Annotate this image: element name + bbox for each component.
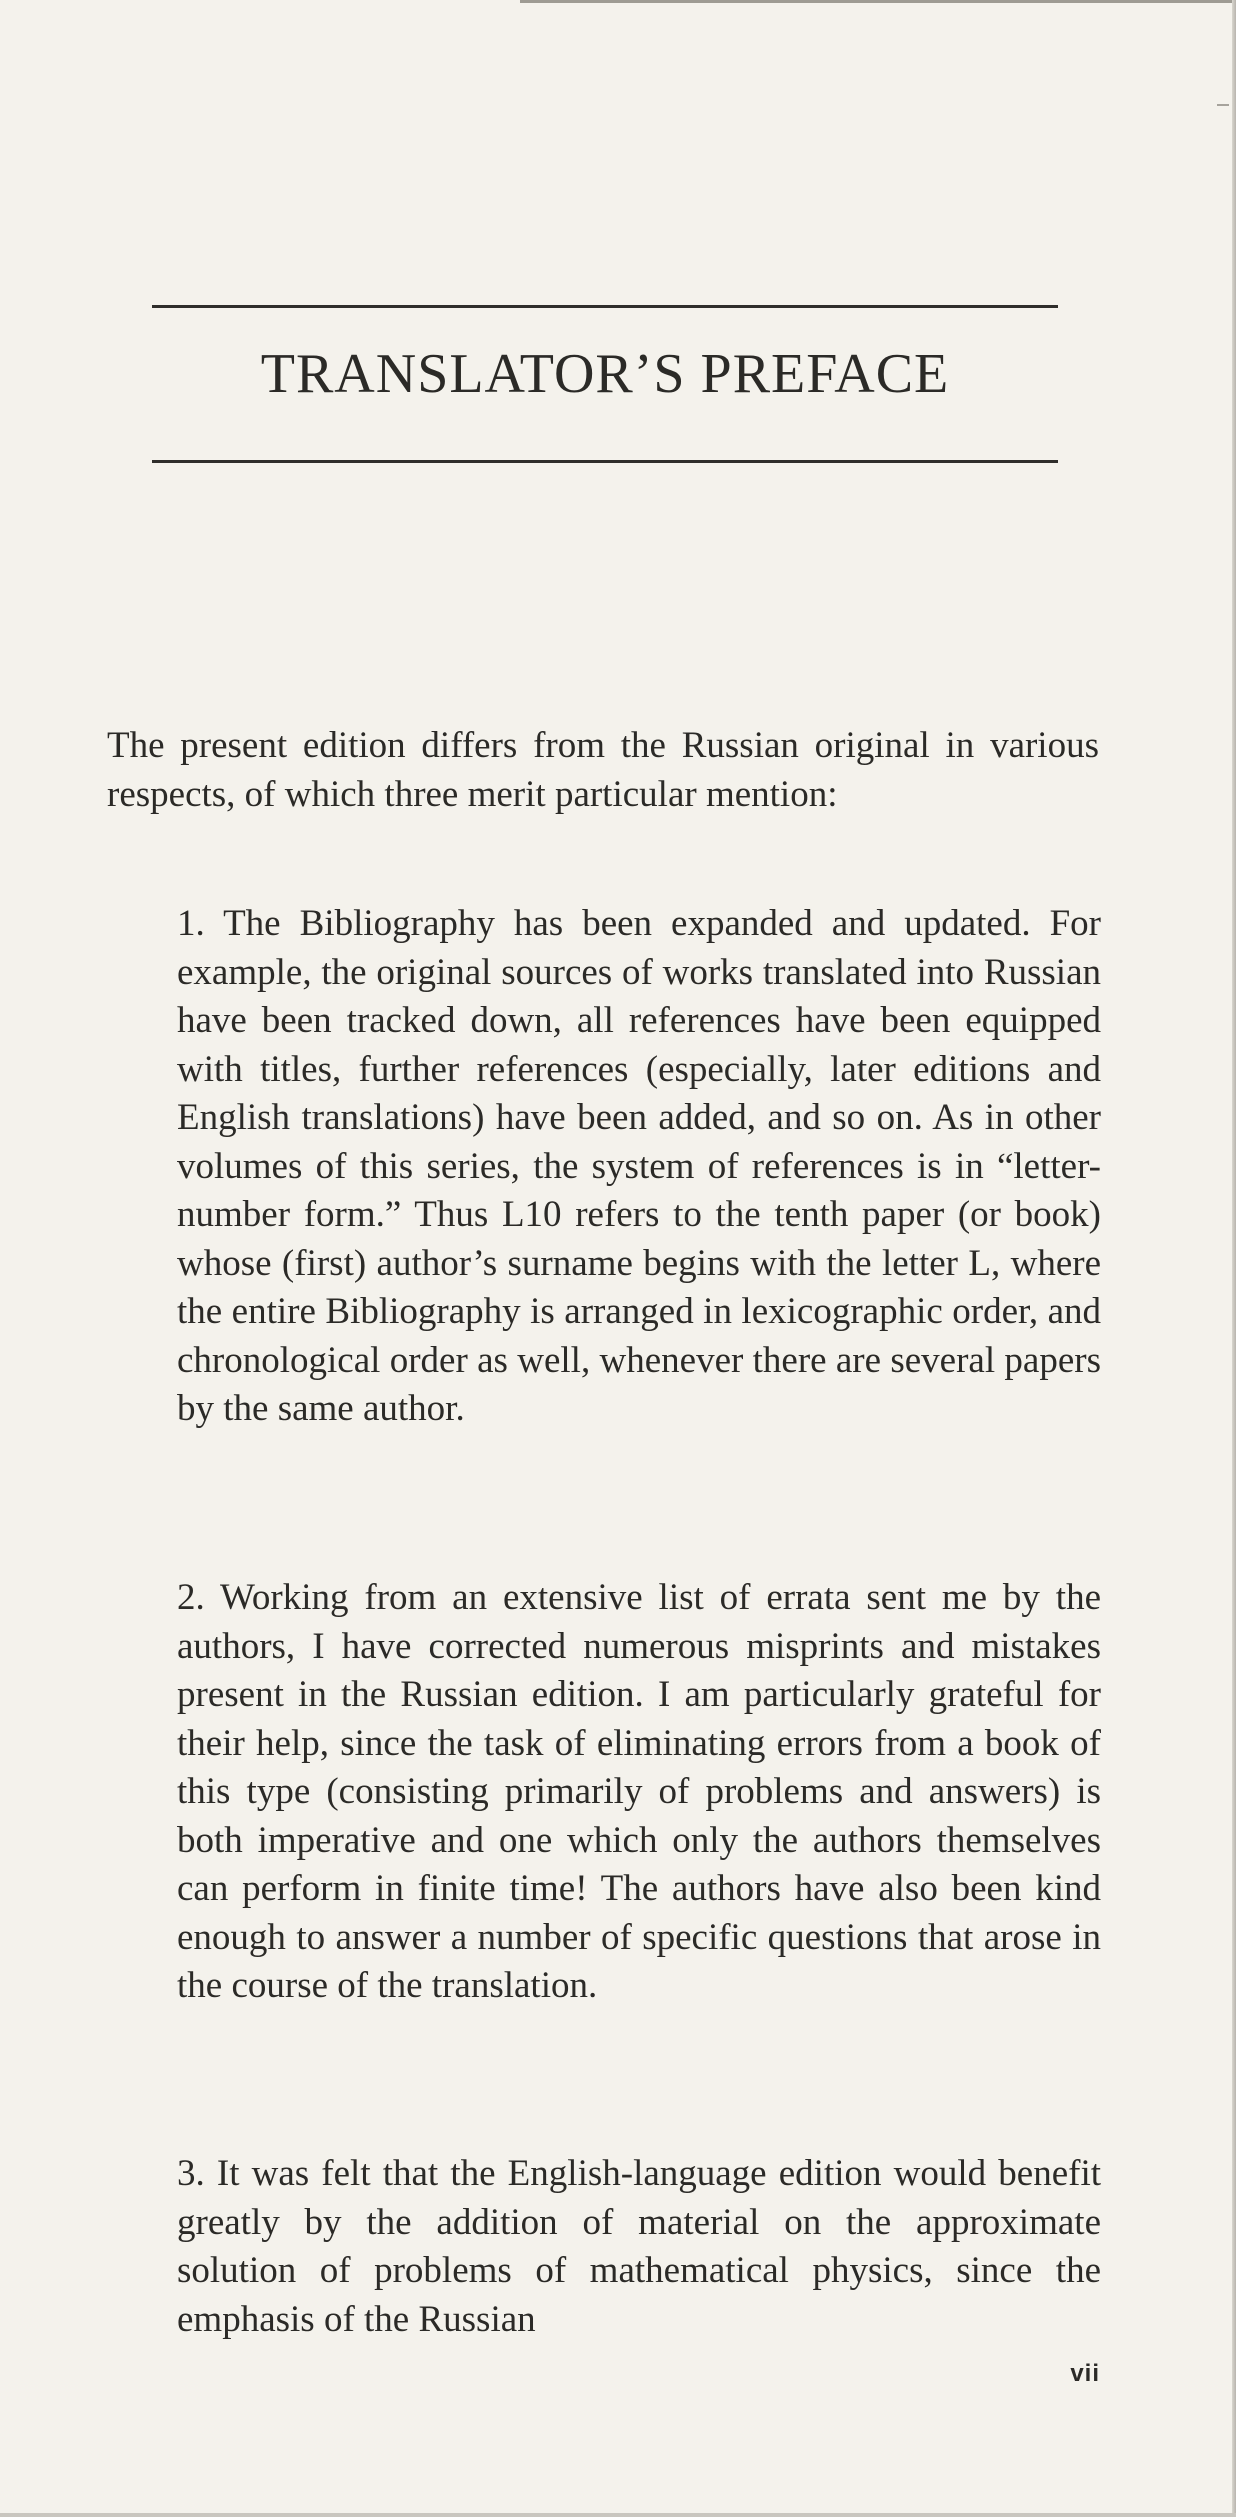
- scan-edge-top: [520, 0, 1236, 3]
- numbered-item-1: 1. The Bibliography has been expanded and updated. For example, the original sources of works translated into Russian have been tracked down, all references have been equipped with titles, further references (especially, later editions and English translations) have been added, and so on. As in other volumes of this series, the system of references is in “letter-number form.” Thus L10 refers to the tenth paper (or book) whose (first) author’s surname begins with the letter L, where the entire Bibliography is arranged in lexicographic order, and chronological order as well, whenever there are several papers by the same author.: [177, 903, 1101, 1429]
- numbered-item-3: 3. It was felt that the English-language edition would benefit greatly by the addition of material on the approximate solution of problems of mathematical physics, since the emphasis of the Russian: [177, 2153, 1101, 2340]
- page-number: vii: [1070, 2360, 1100, 2387]
- scan-speck: [1217, 104, 1229, 106]
- intro-paragraph: The present edition differs from the Russian original in various respects, of which three merit particular mention:: [107, 725, 1099, 815]
- numbered-item-2: 2. Working from an extensive list of errata sent me by the authors, I have corrected numerous misprints and mistakes present in the Russian edition. I am particularly grateful for their help, since the task of eliminating errors from a book of this type (consisting primarily of problems and answers) is both imperative and one which only the authors themselves can perform in finite time! The authors have also been kind enough to answer a number of specific questions that arose in the course of the translation.: [177, 1577, 1101, 2006]
- title-rule-top: [152, 305, 1058, 308]
- title-rule-bottom: [152, 460, 1058, 463]
- scan-edge-bottom: [0, 2513, 1236, 2517]
- page-title: TRANSLATOR’S PREFACE: [260, 343, 950, 405]
- scan-edge-right: [1232, 0, 1236, 2517]
